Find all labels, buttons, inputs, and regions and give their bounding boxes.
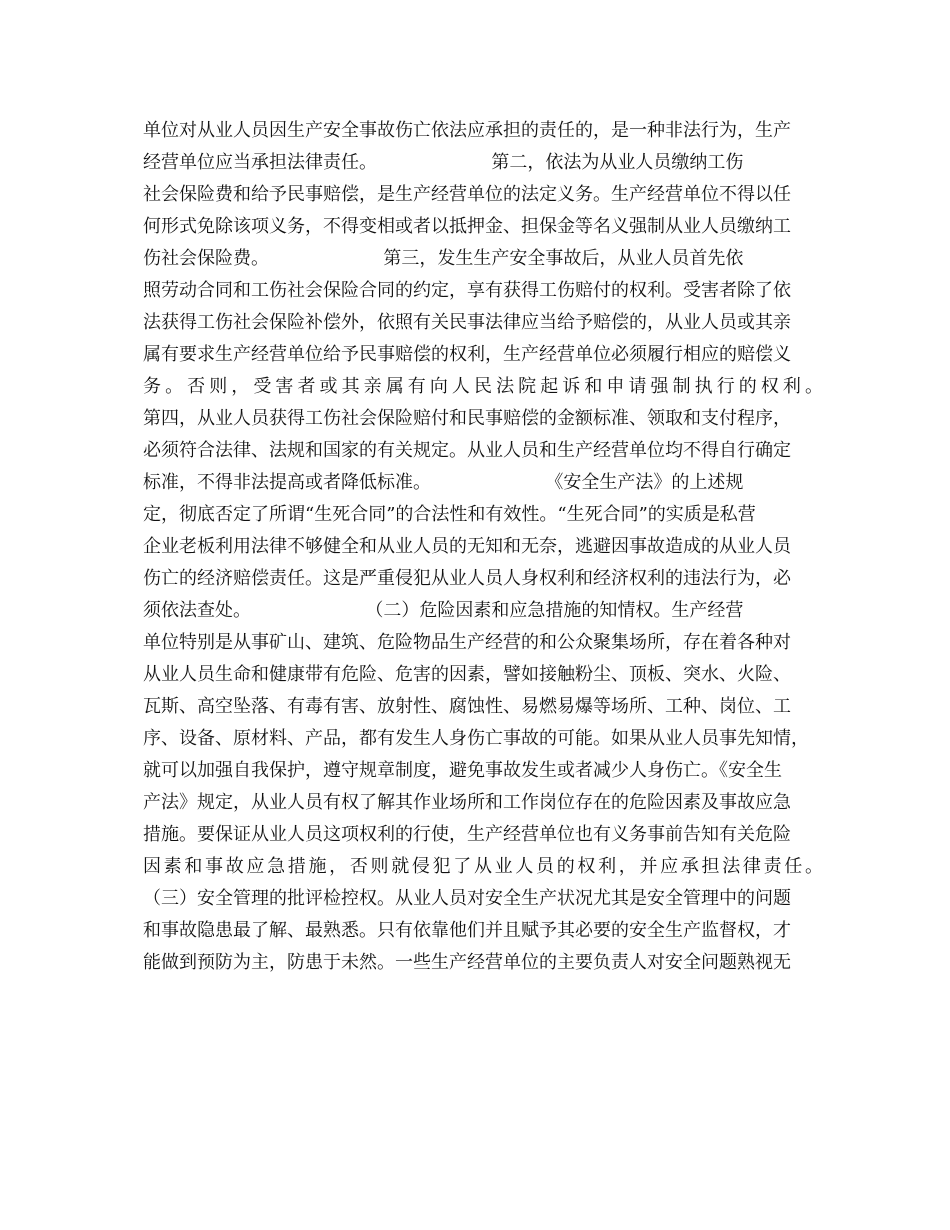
- text-line: 标准，不得非法提高或者降低标准。 《安全生产法》的上述规: [143, 472, 744, 493]
- text-line: 措施。要保证从业人员这项权利的行使，生产经营单位也有义务事前告知有关危险: [143, 824, 791, 845]
- text-line: 和事故隐患最了解、最熟悉。只有依靠他们并且赋予其必要的安全生产监督权，才: [143, 920, 791, 941]
- text-line: 伤亡的经济赔偿责任。这是严重侵犯从业人员人身权利和经济权利的违法行为，必: [143, 568, 791, 589]
- text-line: （三）安全管理的批评检控权。从业人员对安全生产状况尤其是安全管理中的问题: [143, 888, 791, 909]
- text-line: 能做到预防为主，防患于未然。一些生产经营单位的主要负责人对安全问题熟视无: [143, 952, 791, 973]
- text-line: 何形式免除该项义务，不得变相或者以抵押金、担保金等名义强制从业人员缴纳工: [143, 216, 791, 237]
- text-line: 就可以加强自我保护，遵守规章制度，避免事故发生或者减少人身伤亡。《安全生: [143, 760, 782, 781]
- text-line: 伤社会保险费。 第三，发生生产安全事故后，从业人员首先依: [143, 248, 744, 269]
- text-line: 单位对从业人员因生产安全事故伤亡依法应承担的责任的，是一种非法行为，生产: [143, 120, 791, 141]
- text-line: 因素和事故应急措施，否则就侵犯了从业人员的权利，并应承担法律责任。: [143, 856, 823, 877]
- text-line: 定，彻底否定了所谓“生死合同”的合法性和有效性。“生死合同”的实质是私营: [143, 504, 756, 525]
- text-line: 经营单位应当承担法律责任。 第二，依法为从业人员缴纳工伤: [143, 152, 744, 173]
- text-line: 务。否则，受害者或其亲属有向人民法院起诉和申请强制执行的权利。: [143, 376, 823, 397]
- text-line: 属有要求生产经营单位给予民事赔偿的权利，生产经营单位必须履行相应的赔偿义: [143, 344, 791, 365]
- text-line: 第四，从业人员获得工伤社会保险赔付和民事赔偿的金额标准、领取和支付程序，: [143, 408, 791, 429]
- text-line: 序、设备、原材料、产品，都有发生人身伤亡事故的可能。如果从业人员事先知情，: [143, 728, 809, 749]
- text-line: 瓦斯、高空坠落、有毒有害、放射性、腐蚀性、易燃易爆等场所、工种、岗位、工: [143, 696, 791, 717]
- text-line: 从业人员生命和健康带有危险、危害的因素，譬如接触粉尘、顶板、突水、火险、: [143, 664, 791, 685]
- text-line: 单位特别是从事矿山、建筑、危险物品生产经营的和公众聚集场所，存在着各种对: [143, 632, 791, 653]
- text-line: 须依法查处。 （二）危险因素和应急措施的知情权。生产经营: [143, 600, 744, 621]
- text-line: 照劳动合同和工伤社会保险合同的约定，享有获得工伤赔付的权利。受害者除了依: [143, 280, 791, 301]
- text-line: 社会保险费和给予民事赔偿，是生产经营单位的法定义务。生产经营单位不得以任: [143, 184, 791, 205]
- text-line: 必须符合法律、法规和国家的有关规定。从业人员和生产经营单位均不得自行确定: [143, 440, 791, 461]
- text-line: 企业老板利用法律不够健全和从业人员的无知和无奈，逃避因事故造成的从业人员: [143, 536, 791, 557]
- body-text: [143, 115, 823, 979]
- text-line: 法获得工伤社会保险补偿外，依照有关民事法律应当给予赔偿的，从业人员或其亲: [143, 312, 791, 333]
- text-line: 产法》规定，从业人员有权了解其作业场所和工作岗位存在的危险因素及事故应急: [143, 792, 791, 813]
